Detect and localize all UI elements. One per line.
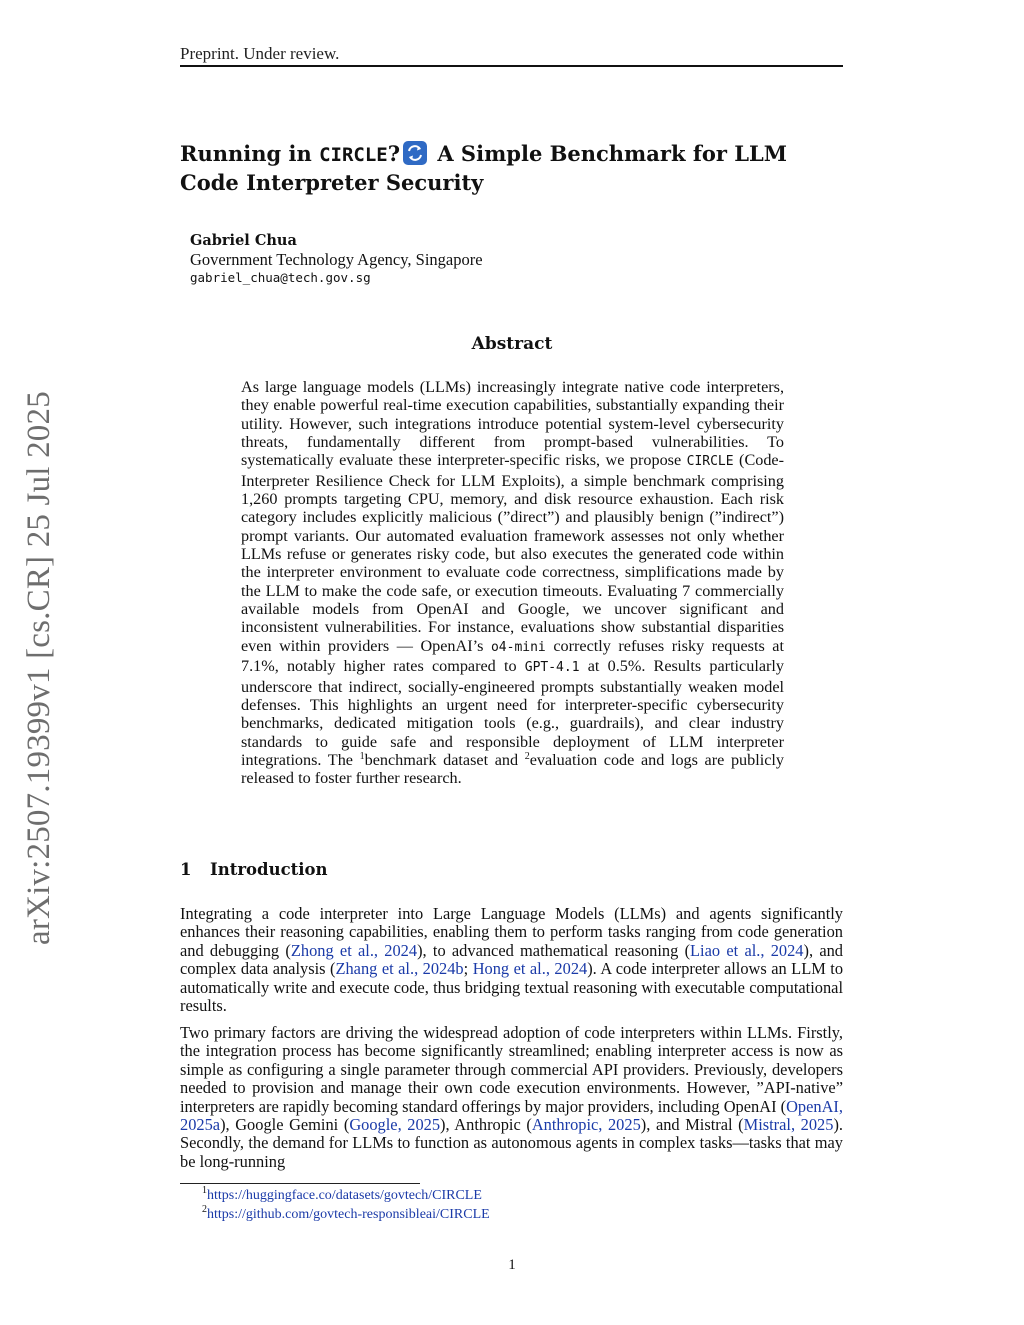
citation-hong-2024[interactable]: Hong et al., 2024: [472, 959, 588, 979]
abstract-s2: (Code-Interpreter Resilience Check for LLM Exploits), a simple benchmark comprising 1,260 prompts targeting CPU, memory, and disk resource exhaustion. Each risk category includes explicitly malicious (”direct”) and plausibly benign (”indirect”) prompt variants. Our automated evaluation framework assesses not only whether LLMs refuse or generates risky code, but also executes the generated code within the interpreter environment to evaluate code correctness, simplifications made by the LLM to make the code safe, or execution timeouts. Evaluating 7 commercially available models from OpenAI and Google, we uncover significant and inconsistent vulnerabilities. For instance, evaluations show substantial disparities even within providers — OpenAI’s: [241, 451, 785, 655]
p2-a: Two primary factors are driving the widespread adoption of code interpreters within LLMs. Firstly, the integration process has become significantly streamlined; enabling interpreter access is now as simple as configuring a single parameter through commercial API providers. Previously, developers needed to provision and manage their own code execution environments. However, ”API-native” interpreters are rapidly becoming standard offerings by major providers, including OpenAI (: [180, 1023, 843, 1116]
p1-b: ), to advanced mathematical reasoning (: [417, 940, 691, 960]
p1-e: ). A code interpreter allows an LLM to automatically write and execute code, thus bridging textual reasoning with executable computational results.: [180, 959, 844, 1016]
author-affiliation: Government Technology Agency, Singapore: [190, 250, 483, 269]
footnote-ref-1[interactable]: 1: [359, 750, 365, 762]
citation-zhong-2024[interactable]: Zhong et al., 2024: [290, 940, 418, 960]
abstract-s1: As large language models (LLMs) increasingly integrate native code interpreters, they enable powerful real-time execution capabilities, substantially expanding their utility. However, such integrations introduce potential system-level cybersecurity threats, fundamentally different from prompt-based vulnerabilities. To systematically evaluate these interpreter-specific risks, we propose: [241, 378, 784, 470]
abstract-o4mini-mono: o4-mini: [490, 639, 546, 655]
section-number: 1: [180, 860, 192, 879]
footnote-2-mark: 2: [202, 1204, 207, 1215]
paper-title: [180, 140, 850, 197]
footnote-2-link[interactable]: https://github.com/govtech-responsibleai/CIRCLE: [207, 1207, 490, 1222]
section-heading-introduction: [180, 860, 328, 879]
header-rule: [180, 65, 843, 67]
p2-d: ), and Mistral (: [640, 1115, 744, 1135]
intro-paragraph-1: [180, 905, 843, 1015]
abstract-text: [241, 378, 784, 788]
cycle-arrows-icon: [403, 141, 427, 165]
citation-liao-2024[interactable]: Liao et al., 2024: [690, 940, 804, 960]
abstract-circle-mono: CIRCLE: [686, 454, 734, 470]
citation-openai-2025a[interactable]: OpenAI, 2025a: [180, 1096, 843, 1135]
running-header: Preprint. Under review.: [180, 44, 340, 63]
footnote-ref-2[interactable]: 2: [524, 750, 530, 762]
title-rest: A Simple Benchmark for LLM Code Interpreter Security: [180, 141, 788, 195]
p2-b: ), Google Gemini (: [220, 1115, 350, 1135]
title-question: ?: [387, 141, 401, 166]
p2-c: ), Anthropic (: [440, 1115, 532, 1135]
p1-a: Integrating a code interpreter into Large Language Models (LLMs) and agents significantly enhances their reasoning capabilities, enabling them to perform tasks ranging from code generation and debugging (: [180, 904, 843, 960]
footnote-1[interactable]: [202, 1185, 482, 1204]
abstract-gpt41-mono: GPT-4.1: [524, 660, 580, 676]
p1-c: ), and complex data analysis (: [180, 940, 843, 979]
section-title: Introduction: [210, 860, 328, 879]
abstract-heading: Abstract: [471, 334, 553, 354]
author-name: Gabriel Chua: [190, 232, 297, 249]
footnote-rule: [180, 1183, 420, 1184]
intro-paragraph-2: [180, 1024, 843, 1171]
citation-zhang-2024b[interactable]: Zhang et al., 2024b: [335, 959, 464, 979]
footnote-1-mark: 1: [202, 1185, 207, 1196]
title-circle-mono: CIRCLE: [319, 144, 388, 166]
title-prefix: Running in: [180, 141, 320, 166]
p2-e: ). Secondly, the demand for LLMs to function as autonomous agents in complex tasks—tasks that may be long-running: [180, 1115, 844, 1171]
p1-d: ;: [463, 959, 473, 979]
citation-mistral-2025[interactable]: Mistral, 2025: [743, 1115, 834, 1135]
page-number: 1: [508, 1257, 516, 1273]
abstract-s4: at 0.5%. Results particularly underscore that indirect, socially-engineered prompts substantially weaken model defenses. This highlights an urgent need for interpreter-specific cybersecurity benchmarks, dedicated mitigation tools (e.g., guardrails), and clear industry standards to guide safe and responsible deployment of LLM interpreter integrations. The: [241, 657, 785, 769]
footnote-1-link[interactable]: https://huggingface.co/datasets/govtech/CIRCLE: [207, 1188, 482, 1203]
footnote-2[interactable]: [202, 1204, 490, 1223]
author-email[interactable]: gabriel_chua@tech.gov.sg: [190, 270, 371, 285]
abstract-s6: evaluation code and logs are publicly released to foster further research.: [241, 750, 784, 788]
arxiv-stamp: arXiv:2507.19399v1 [cs.CR] 25 Jul 2025: [21, 391, 57, 945]
citation-google-2025[interactable]: Google, 2025: [349, 1115, 441, 1135]
citation-anthropic-2025[interactable]: Anthropic, 2025: [531, 1115, 641, 1135]
abstract-s3: correctly refuses risky requests at 7.1%, notably higher rates compared to: [241, 636, 784, 676]
abstract-s5: benchmark dataset and: [364, 750, 525, 769]
